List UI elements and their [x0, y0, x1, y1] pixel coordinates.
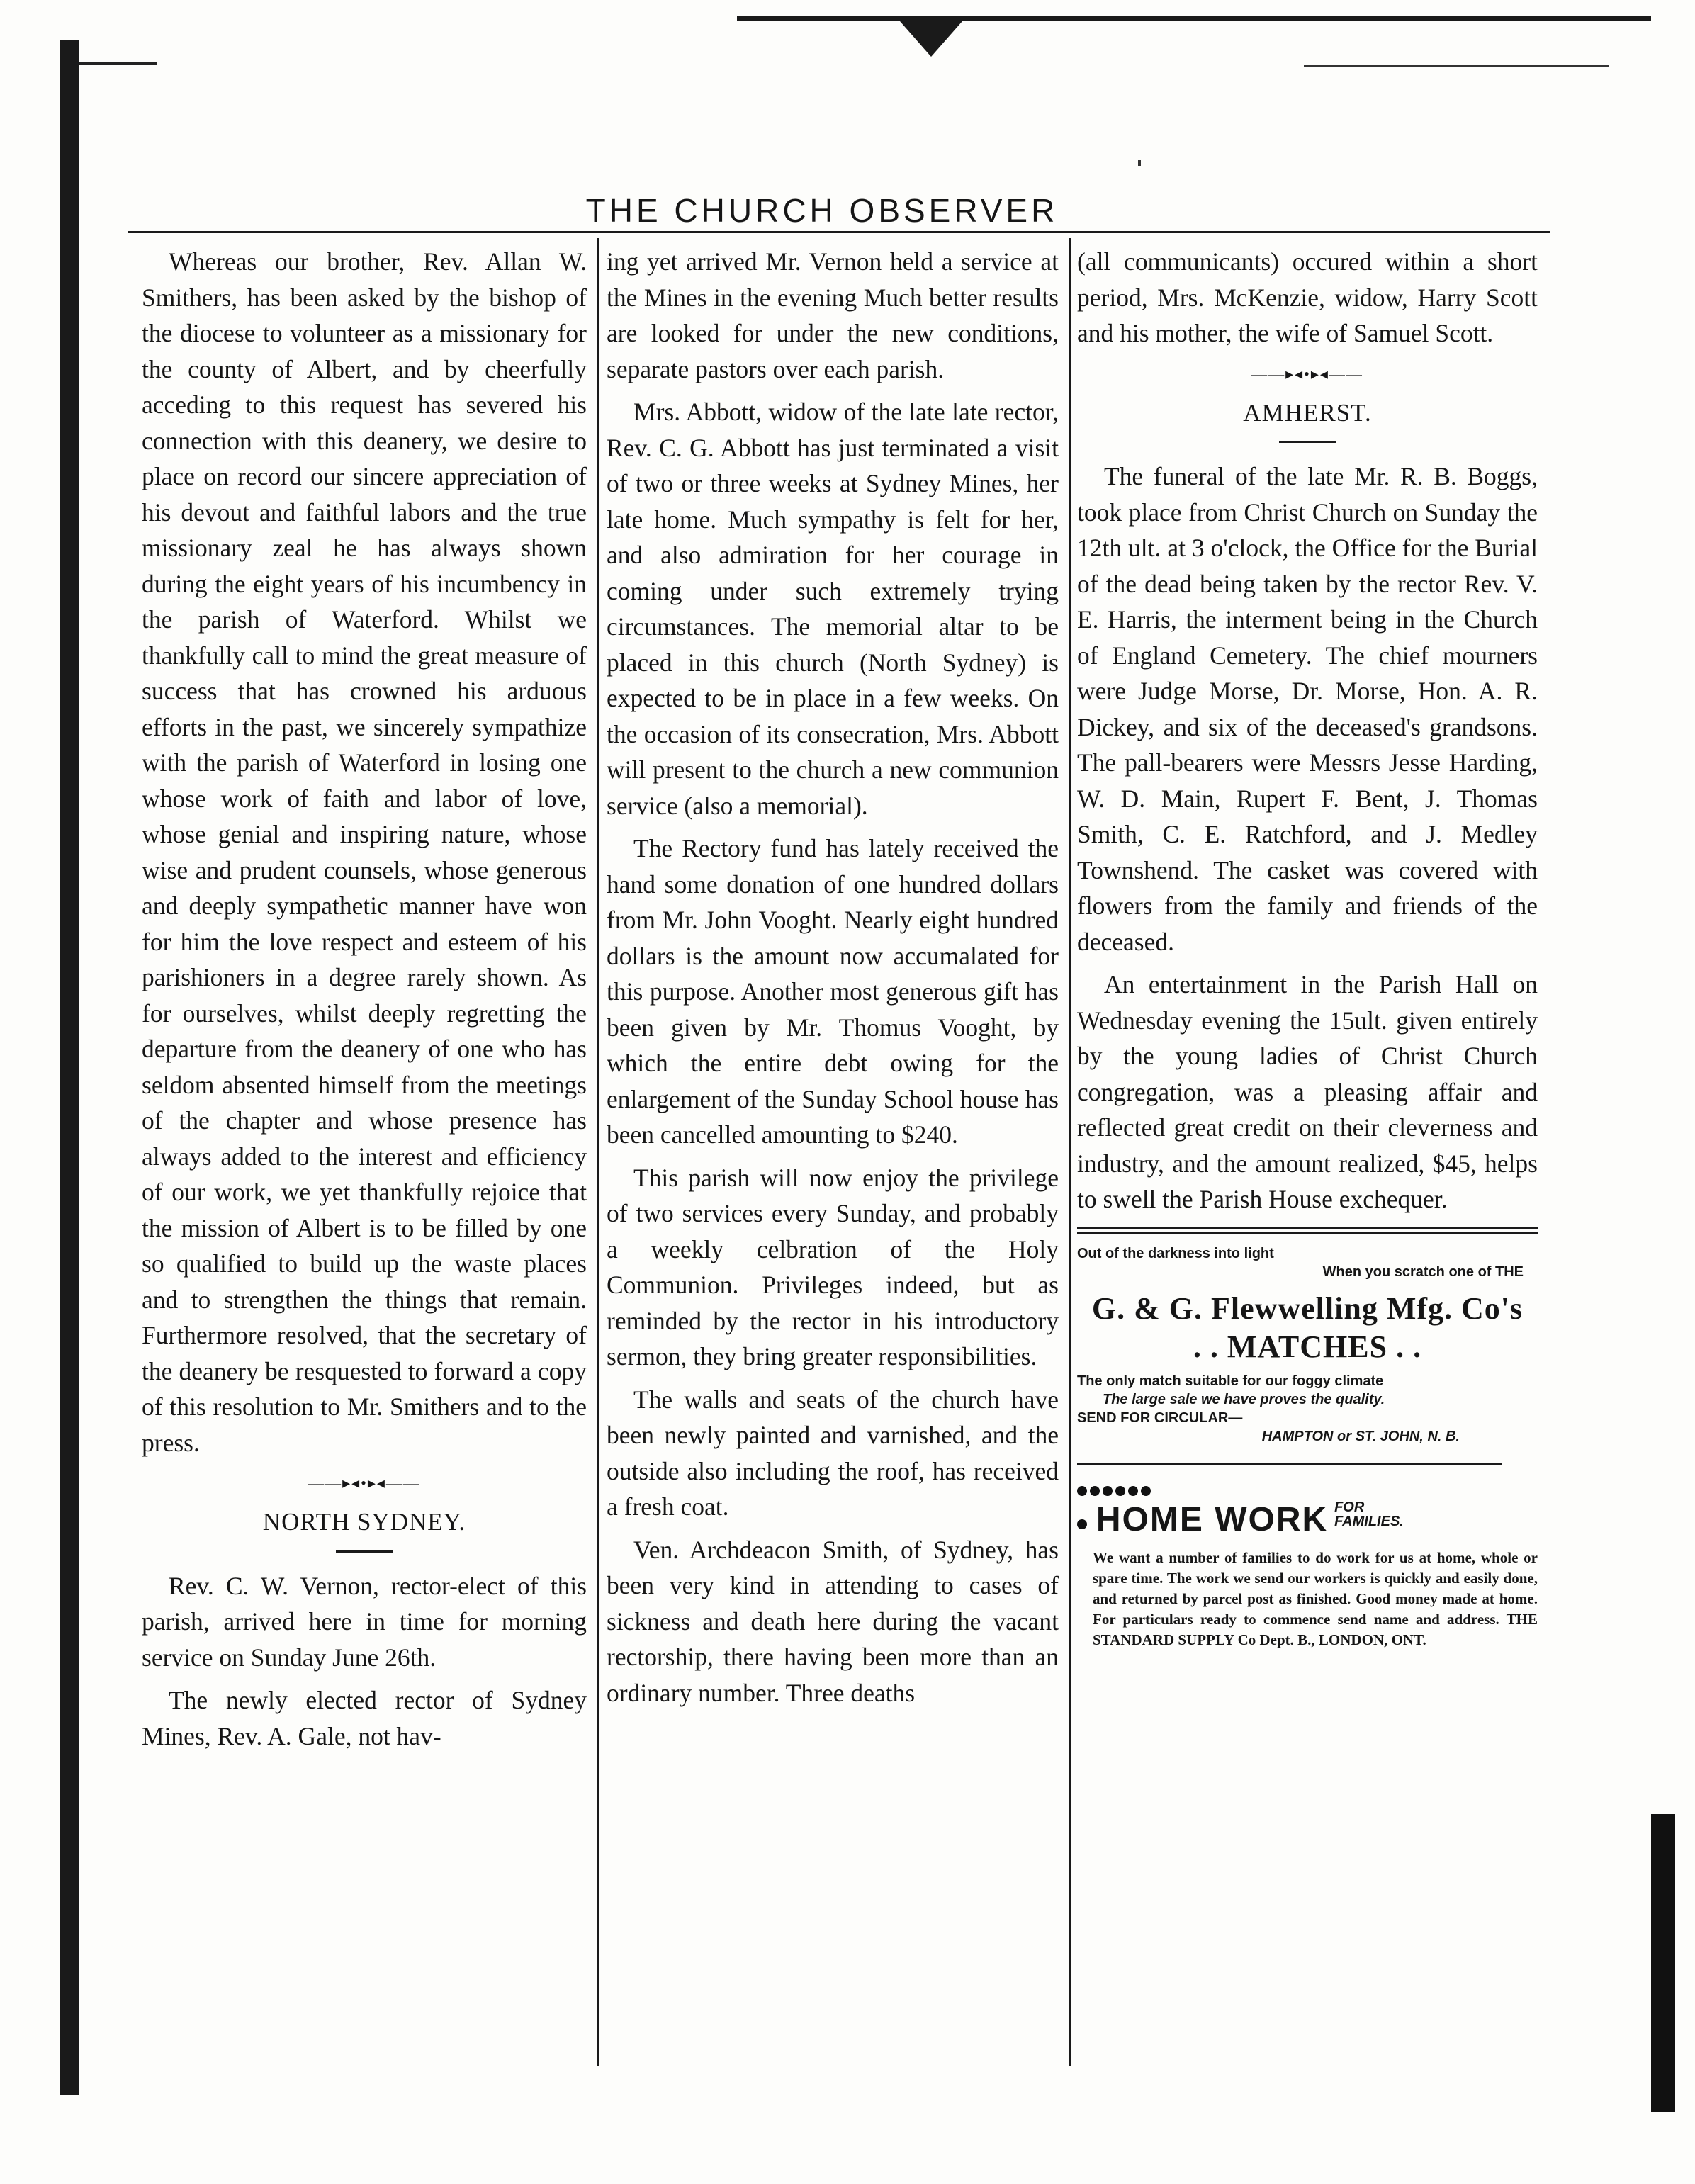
section-ornament: ——▸◂•▸◂—— [1251, 364, 1363, 383]
column-1 [142, 244, 587, 1761]
scan-edge-right [1651, 1814, 1675, 2112]
scan-notch [900, 21, 962, 57]
article-paragraph: (all communicants) occured within a short period, Mrs. McKenzie, widow, Harry Scott and his mother, the wife of Samuel Scott. [1077, 247, 1538, 347]
scan-edge-left [60, 40, 79, 2095]
section-heading-north-sydney: NORTH SYDNEY. [262, 1508, 466, 1536]
ad-company-name: G. & G. Flewwelling Mfg. Co's [1091, 1290, 1524, 1326]
section-heading-amherst: AMHERST. [1243, 398, 1372, 427]
homework-for: FOR [1334, 1499, 1365, 1515]
article-paragraph: An entertainment in the Parish Hall on Wednesday evening the 15ult. given entirely by the young ladies of Christ Church congregation, was a pleasing affair and reflected great credit on their cleverness and industry, and the amount realized, $45, helps to swell the Parish House exchequer. [1077, 970, 1538, 1213]
ad-line: The only match suitable for our foggy climate [1077, 1373, 1384, 1389]
section-ornament: ——▸◂•▸◂—— [308, 1474, 420, 1492]
article-paragraph: Rev. C. W. Vernon, rector-elect of this parish, arrived here in time for morning service on Sunday June 26th. [142, 1571, 587, 1672]
article-paragraph: The newly elected rector of Sydney Mines, Rev. A. Gale, not hav- [142, 1686, 587, 1750]
matches-advertisement [1077, 1244, 1538, 1446]
masthead-title: THE CHURCH OBSERVER [585, 192, 1059, 229]
column-2 [607, 244, 1059, 1718]
masthead-rule [128, 231, 1550, 233]
ad-rule [1077, 1232, 1538, 1234]
homework-advertisement [1077, 1480, 1538, 1650]
homework-families: FAMILIES. [1334, 1513, 1404, 1529]
ad-line: Out of the darkness into light [1077, 1245, 1274, 1261]
scan-mark [1304, 65, 1609, 67]
homework-for-families [1334, 1500, 1404, 1529]
homework-title: HOME WORK [1096, 1500, 1329, 1538]
ad-dots [1077, 1480, 1538, 1495]
scan-speck [1138, 160, 1141, 166]
resolution-paragraph: Whereas our brother, Rev. Allan W. Smithers, has been asked by the bishop of the diocese to volunteer as a missionary for the county of Albert, and by cheerfully acceding to this request has severed his connection with this deanery, we desire to place on record our sincere appreciation of his devout and faithful labors and the true missionary zeal he has always shown during the eight years of his incumbency in the parish of Waterford. Whilst we thankfully call to mind the great measure of success that has crowned his arduous efforts in the past, we sincerely sympathize with the parish of Waterford in losing one whose work of faith and labor of love, whose genial and inspiring nature, whose wise and prudent counsels, whose generous and deeply sympathetic manner have won for him the love respect and esteem of his parishioners in a degree rarely shown. As for ourselves, whilst deeply regretting the departure from the deanery of one who has seldom absented himself from the meetings of the chapter and whose presence has always added to the interest and efficiency of our work, we yet thankfully rejoice that the mission of Albert is to be filled by one so qualified to build up the waste places and to strengthen the things that remain. Furthermore resolved, that the secretary of the deanery be resquested to forward a copy of this resolution to Mr. Smithers and to the press. [142, 247, 587, 1457]
article-paragraph: This parish will now enjoy the privilege of two services every Sunday, and probably a weekly celbration of the Holy Communion. Privileges indeed, but as reminded by the rector in his introductory sermon, they bring greater responsibilities. [607, 1163, 1059, 1370]
scan-edge-top [737, 16, 1651, 21]
column-3 [1077, 244, 1538, 1650]
ad-product-name: . . MATCHES . . [1193, 1329, 1422, 1364]
article-paragraph: Ven. Archdeacon Smith, of Sydney, has been very kind in attending to cases of sickness and death here during the vacant rectorship, there having been more than an ordinary number. Three deaths [607, 1535, 1059, 1707]
ad-rule [1077, 1463, 1502, 1465]
scan-mark [79, 62, 157, 65]
ad-rule [1077, 1227, 1538, 1229]
article-paragraph: The walls and seats of the church have been newly painted and varnished, and the outside also including the roof, has received a fresh coat. [607, 1385, 1059, 1521]
ad-line: When you scratch one of THE [1322, 1263, 1524, 1280]
article-paragraph: Mrs. Abbott, widow of the late late rector, Rev. C. G. Abbott has just terminated a visit of two or three weeks at Sydney Mines, her late home. Much sympathy is felt for her, and also admiration for her courage in coming under such extremely trying circumstances. The memorial altar to be placed in this church (North Sydney) is expected to be in place in a few weeks. On the occasion of its consecration, Mrs. Abbott will present to the church a new communion service (also a memorial). [607, 398, 1059, 820]
ad-line: SEND FOR CIRCULAR— [1077, 1409, 1243, 1426]
column-divider [1069, 238, 1071, 2066]
heading-rule [336, 1550, 393, 1553]
ad-line: The large sale we have proves the quality. [1103, 1391, 1385, 1407]
article-paragraph: ing yet arrived Mr. Vernon held a service at the Mines in the evening Much better results are looked for under the new conditions, separate pastors over each parish. [607, 247, 1059, 383]
homework-body: We want a number of families to do work for us at home, whole or spare time. The work we send our workers is quickly and easily done, and returned by parcel post as finished. Good money made at home. For particulars ready to commence send name and address. THE STANDARD SUPPLY Co Dept. B., LONDON, ONT. [1093, 1548, 1538, 1648]
ad-line: HAMPTON or ST. JOHN, N. B. [1261, 1428, 1460, 1444]
article-paragraph: The funeral of the late Mr. R. B. Boggs, took place from Christ Church on Sunday the 12th ult. at 3 o'clock, the Office for the Burial of the dead being taken by the rector Rev. V. E. Harris, the interment being in the Church of England Cemetery. The chief mourners were Judge Morse, Dr. Morse, Hon. A. R. Dickey, and six of the deceased's grandsons. The pall-bearers were Messrs Jesse Harding, W. D. Main, Rupert F. Bent, J. Thomas Smith, C. E. Ratchford, and J. Medley Townshend. The casket was covered with flowers from the family and friends of the deceased. [1077, 462, 1538, 956]
article-paragraph: The Rectory fund has lately received the hand some donation of one hundred dollars from Mr. John Vooght. Nearly eight hundred dollars is the amount now accumalated for this purpose. Another most generous gift has been given by Mr. Thomus Vooght, by which the entire debt owing for the enlargement of the Sunday School house has been cancelled amounting to $240. [607, 834, 1059, 1149]
column-divider [597, 238, 599, 2066]
heading-rule [1279, 441, 1336, 443]
